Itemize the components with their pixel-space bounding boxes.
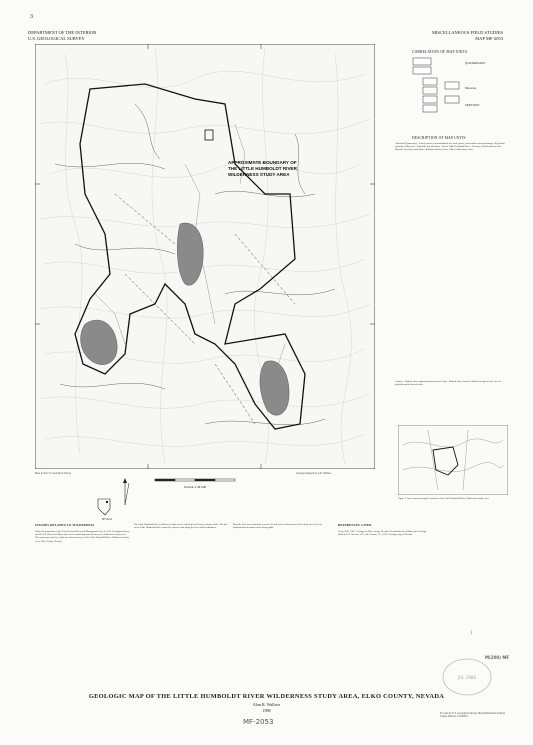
correlation-title: CORRELATION OF MAP UNITS	[412, 50, 468, 54]
references-heading: REFERENCES CITED	[338, 523, 372, 527]
map-number-label: MAP MF-2053	[475, 35, 503, 41]
scale-bar	[150, 476, 240, 492]
studies-heading: STUDIES RELATED TO WILDERNESS	[35, 523, 95, 527]
boundary-annotation	[228, 160, 298, 177]
text-column-1: Under the provisions of the Federal Land Policy and Management Act, the U.S. Geological Survey and the U.S. Bureau of Mines have been conducting mineral surveys of wilderness study areas. This report presents the results of a mineral survey of the Little Humboldt River Wilderness Study Area, Elko County, Nevada.	[35, 530, 130, 543]
map-title: GEOLOGIC MAP OF THE LITTLE HUMBOLDT RIVER WILDERNESS STUDY AREA, ELKO COUNTY, NEVADA	[88, 693, 445, 700]
geologic-map	[35, 44, 375, 469]
text-column-3: Rhyolite lava flows and domes overlie the tuff in the northern part of the study area. Areas of hydrothermal alteration occur along faults.	[233, 523, 323, 530]
scale-label: SCALE 1:48 000	[183, 485, 207, 489]
annotation-line-1: APPROXIMATE BOUNDARY OF	[228, 160, 297, 165]
text-column-4: Coats, R.R., 1987, Geology of Elko County, Nevada: Nevada Bureau of Mines and Geology Bulletin 101. Stewart, J.H., and Carlson, J.E., 1978, Geologic map of Nevada.	[338, 530, 427, 537]
symbols-legend-text: Contact—Dashed where approximately located. Fault—Dashed where inferred. Strike and dip of beds. Area of hydrothermally altered rocks.	[395, 380, 502, 387]
header-series	[432, 30, 503, 41]
description-title: DESCRIPTION OF MAP UNITS	[412, 136, 466, 140]
base-credit: Base from U.S. Geological Survey	[35, 472, 72, 475]
period-label-2: Miocene	[465, 86, 477, 90]
series-label: MISCELLANEOUS FIELD STUDIES	[431, 30, 503, 35]
state-locator-icon	[97, 498, 111, 516]
locator-caption: NEVADA	[101, 518, 113, 521]
handwritten-number: 1	[470, 630, 473, 635]
header-agency	[28, 30, 96, 41]
north-arrow-icon	[115, 477, 135, 507]
map-author: Alan R. Wallace	[252, 702, 281, 707]
department-label: DEPARTMENT OF THE INTERIOR	[28, 30, 97, 35]
map-year: 1988	[262, 708, 271, 713]
period-label-1: QUATERNARY	[465, 61, 486, 65]
geology-credit: Geology mapped by A.R. Wallace	[296, 472, 332, 475]
correlation-diagram	[405, 56, 500, 126]
annotation-line-3: WILDERNESS STUDY AREA	[228, 172, 290, 177]
index-map-caption: Figure 1. Index map showing the location of the Little Humboldt River Wilderness Study Area.	[398, 497, 490, 500]
survey-label: U.S. GEOLOGICAL SURVEY	[28, 35, 85, 41]
stamp-date: JUL 1988	[458, 675, 476, 680]
sale-notice: For sale by U.S. Geological Survey, Map Distribution, Federal Center, Denver, CO 80225	[440, 712, 505, 718]
stamp-code: M(200) MF	[485, 655, 510, 660]
period-label-3: TERTIARY	[465, 103, 480, 107]
annotation-line-2: THE LITTLE HUMBOLDT RIVER	[228, 166, 297, 171]
description-text: Alluvium (Quaternary)—Poorly sorted, unconsolidated silt, sand, gravel, and boulders along drainages. Big Island formation (Miocene)—Rhyolitic tuff and flows. Tuff of Little Humboldt River—Densely welded ash-flow tuff. Rhyolite lava flows and domes. Basaltic andesite flows. Older sedimentary rocks.	[395, 142, 505, 152]
handwritten-call-number: MF-2053	[243, 718, 274, 726]
corner-mark: 3	[30, 14, 33, 20]
text-column-2: The Little Humboldt River wilderness study area is underlain by Tertiary volcanic rocks. The tuff of the Little Humboldt River forms the canyon walls along the river and its tributaries.	[134, 523, 228, 530]
index-map	[398, 425, 508, 495]
